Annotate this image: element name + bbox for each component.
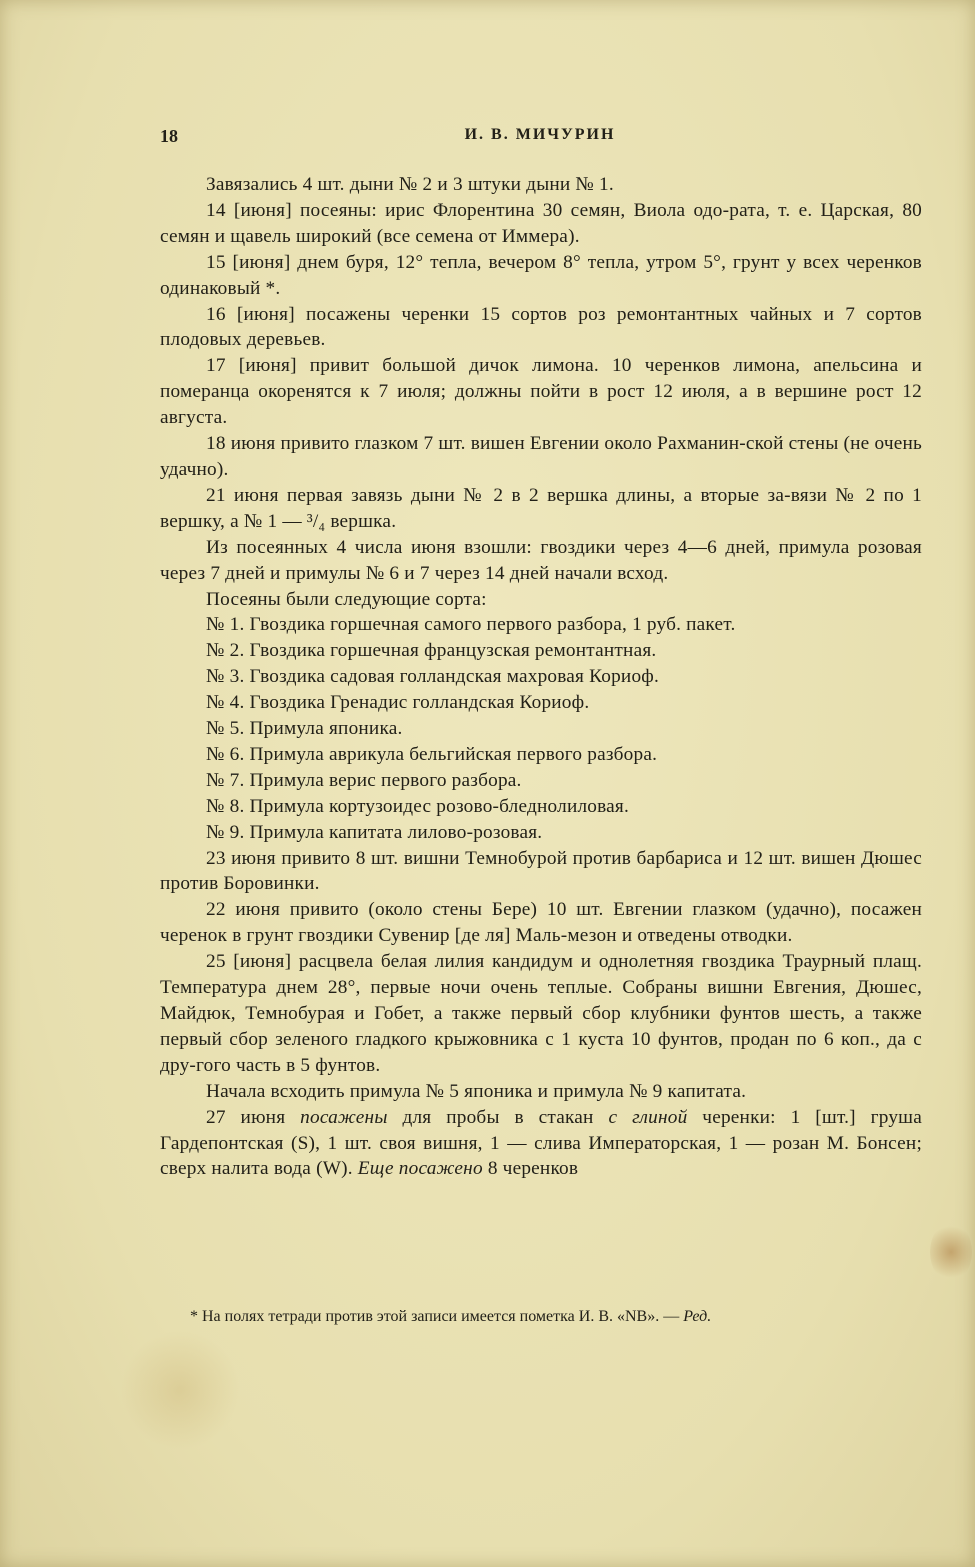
paragraph: 23 июня привито 8 шт. вишни Темнобурой против барбариса и 12 шт. вишен Дюшес против Боровинки. [160, 847, 922, 895]
variety-item: № 8. Примула кортузоидес розово-бледнолиловая. [206, 795, 630, 817]
paragraph: Посеяны были следующие сорта: [206, 588, 487, 610]
paragraph: 18 июня привито глазком 7 шт. вишен Евгении около Рахманин-ской стены (не очень удачно). [160, 433, 922, 480]
variety-item: № 9. Примула капитата лилово-розовая. [206, 821, 543, 843]
running-head: И. В. МИЧУРИН [464, 126, 616, 143]
footnote-editor: Ред. [683, 1308, 712, 1325]
paragraph-last [160, 1105, 922, 1183]
variety-item: № 6. Примула аврикула бельгийская первого разбора. [206, 743, 658, 765]
paragraph: 22 июня привито (около стены Бере) 10 шт. Евгении глазком (удачно), посажен черенок в грунт гвоздики Сувенир [де ля] Маль-мезон и отведены отводки. [160, 899, 922, 947]
text-span: 8 черенков [482, 1158, 579, 1180]
paragraph: Начала всходить примула № 5 японика и примула № 9 капитата. [206, 1080, 747, 1102]
text-span: для пробы в стакан [387, 1106, 609, 1128]
paragraph: 17 [июня] привит большой дичок лимона. 10 черенков лимона, апельсина и померанца окоренятся к 7 июля; должны пойти в рост 12 июля, а в вершине рост 12 августа. [160, 355, 922, 429]
body-text [160, 172, 922, 1182]
variety-item: № 1. Гвоздика горшечная самого первого разбора, 1 руб. пакет. [206, 614, 736, 636]
footnote-text: * На полях тетради против этой записи имеется пометка И. В. «NB». — [190, 1308, 684, 1325]
italic-span: посажены [300, 1106, 388, 1128]
variety-item: № 7. Примула верис первого разбора. [206, 769, 522, 791]
italic-span: с глиной [608, 1106, 688, 1128]
paragraph: 15 [июня] днем буря, 12° тепла, вечером 8° тепла, утром 5°, грунт у всех черенков одинаковый *. [160, 251, 922, 299]
paragraph: Из посеянных 4 числа июня взошли: гвоздики через 4—6 дней, примула розовая через 7 дней и примулы № 6 и 7 через 14 дней начали всход. [160, 536, 922, 584]
footnote [190, 1306, 925, 1328]
paragraph: 14 [июня] посеяны: ирис Флорентина 30 семян, Виола одо-рата, т. е. Царская, 80 семян и щавель широкий (все семена от Иммера). [160, 199, 922, 247]
page-header [160, 126, 920, 152]
paragraph: Завязались 4 шт. дыни № 2 и 3 штуки дыни № 1. [206, 174, 614, 195]
italic-span: Еще посажено [357, 1158, 483, 1180]
paragraph: 21 июня первая завязь дыни № 2 в 2 вершка длины, а вторые за-вязи № 2 по 1 вершку, а № 1 — ³/₄ вершка. [160, 484, 922, 532]
variety-item: № 4. Гвоздика Гренадис голландская Кориоф. [206, 692, 590, 714]
paragraph: 16 [июня] посажены черенки 15 сортов роз ремонтантных чайных и 7 сортов плодовых деревьев. [160, 303, 922, 351]
variety-item: № 5. Примула японика. [206, 718, 403, 740]
page-number: 18 [160, 126, 178, 146]
text-span: 27 июня [206, 1106, 301, 1128]
variety-item: № 3. Гвоздика садовая голландская махровая Кориоф. [206, 666, 659, 688]
variety-item: № 2. Гвоздика горшечная французская ремонтантная. [206, 640, 657, 662]
text-span: черенки: 1 [шт.] груша Гардепонтская (S), 1 шт. своя вишня, 1 — слива Императорская, 1 — розан М. Бонсен; сверх налита вода (W). [160, 1106, 922, 1180]
paragraph: 25 [июня] расцвела белая лилия кандидум и однолетняя гвоздика Траурный плащ. Температура днем 28°, первые ночи очень теплые. Собраны вишни Евгения, Дюшес, Майдюк, Темнобурая и Гобет, а также первый сбор клубники фунтов шесть, а также первый сбор зеленого гладкого крыжовника с 1 куста 10 фунтов, продан по 6 коп., да с дру-гого часть в 5 фунтов. [160, 951, 922, 1076]
